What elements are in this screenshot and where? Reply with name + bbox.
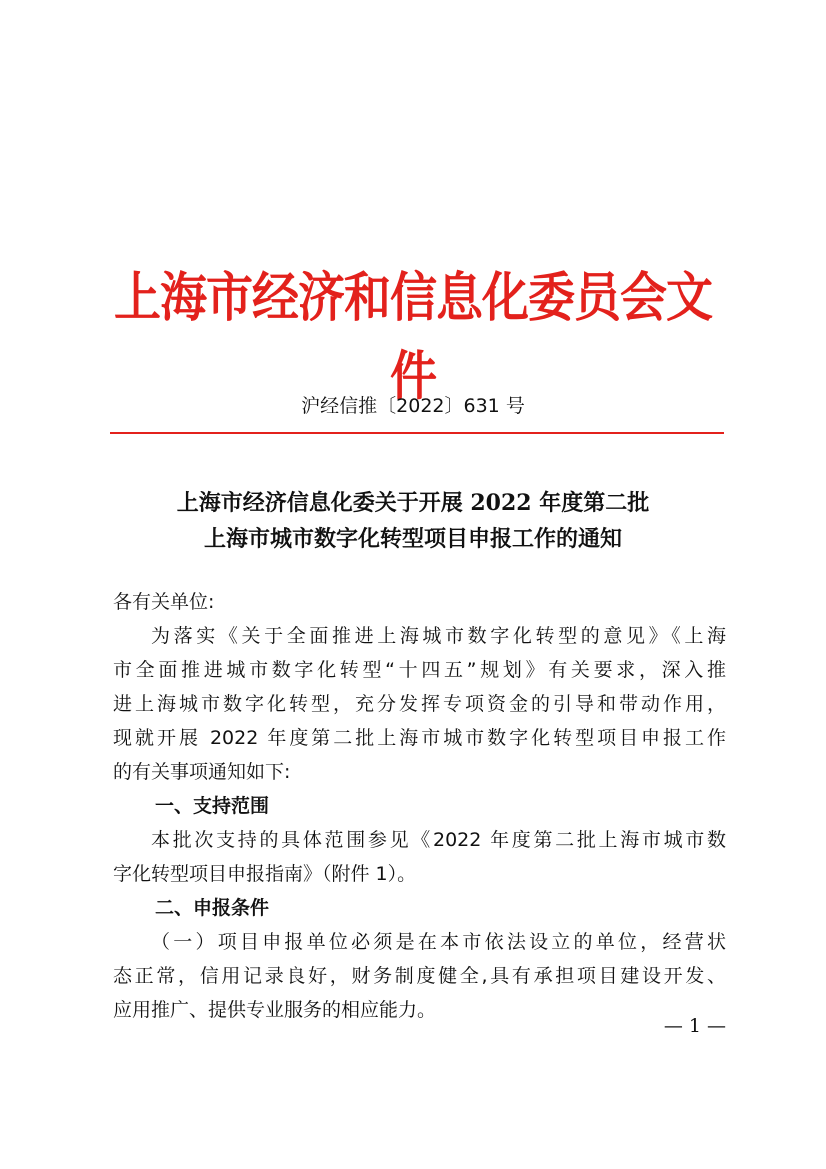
paragraph1-line: 为落实《关于全面推进上海城市数字化转型的意见》《上海	[151, 625, 726, 647]
section2-line: （一）项目申报单位必须是在本市依法设立的单位，经营状	[151, 931, 726, 953]
section1-heading: 一、支持范围	[155, 795, 270, 817]
page-number: — 1 —	[663, 1015, 726, 1037]
section2-heading: 二、申报条件	[155, 897, 270, 919]
document-body	[113, 585, 726, 1027]
section1-line: 本批次支持的具体范围参见《2022 年度第二批上海市城市数	[151, 829, 726, 851]
document-number: 沪经信推〔2022〕631 号	[301, 395, 525, 417]
section2-line: 态正常，信用记录良好，财务制度健全,具有承担项目建设开发、	[113, 965, 726, 987]
paragraph1-line: 市全面推进城市数字化转型“十四五”规划》有关要求，深入推	[113, 659, 726, 681]
salutation: 各有关单位:	[113, 591, 215, 613]
issuer-masthead: 上海市经济和信息化委员会文件	[114, 267, 712, 408]
section1-line: 字化转型项目申报指南》（附件 1）。	[113, 863, 417, 885]
title-line-2: 上海市城市数字化转型项目申报工作的通知	[203, 526, 622, 552]
paragraph1-line: 进上海城市数字化转型，充分发挥专项资金的引导和带动作用，	[113, 693, 726, 715]
document-title	[100, 485, 726, 557]
title-line-1: 上海市经济信息化委关于开展 2022 年度第二批	[176, 490, 650, 516]
paragraph1-line: 现就开展 2022 年度第二批上海市城市数字化转型项目申报工作	[113, 727, 726, 749]
red-divider-line	[110, 432, 724, 434]
paragraph1-line: 的有关事项通知如下:	[113, 761, 291, 783]
section2-line: 应用推广、提供专业服务的相应能力。	[113, 999, 437, 1021]
